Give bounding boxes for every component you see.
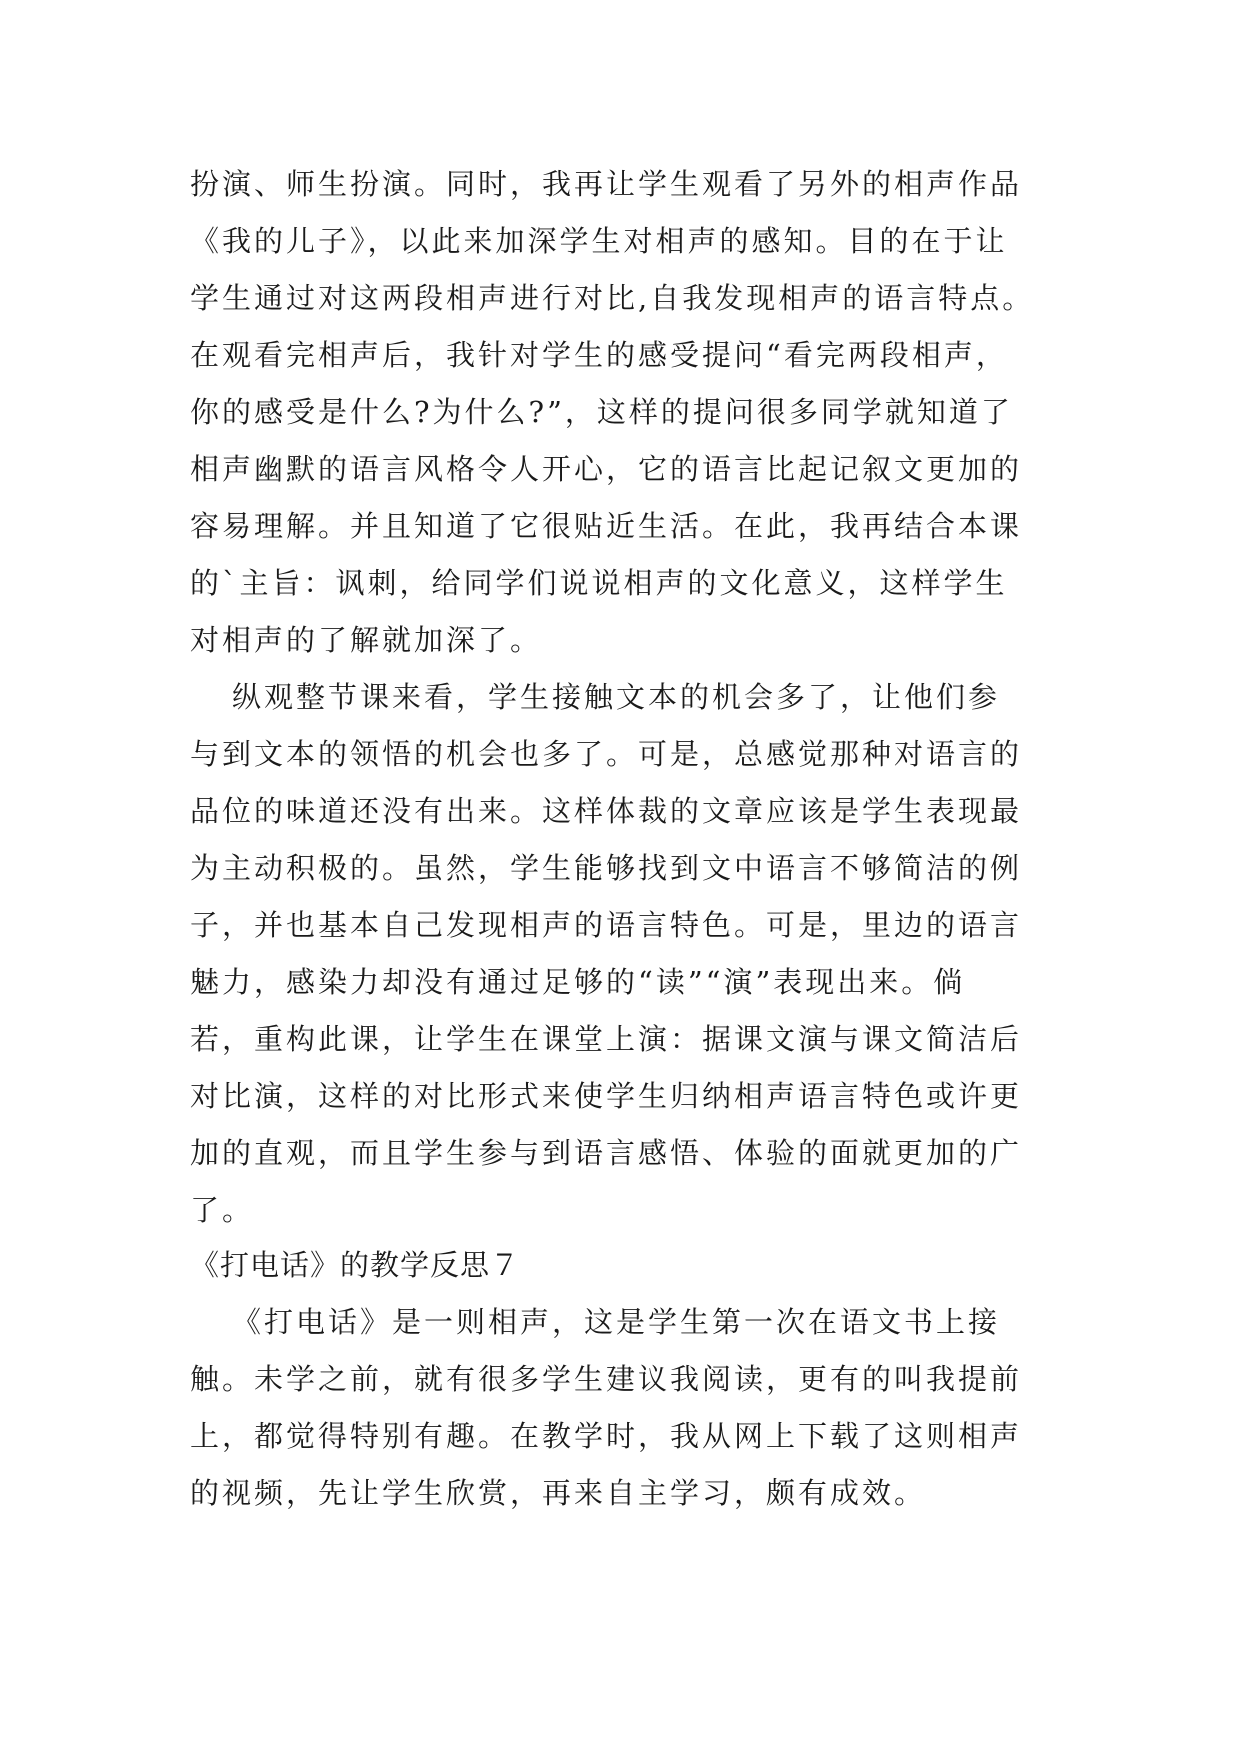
text-line: 你的感受是什么?为什么?”，这样的提问很多同学就知道了: [190, 395, 1013, 429]
text-line: 加的直观，而且学生参与到语言感悟、体验的面就更加的广: [190, 1136, 1023, 1170]
text-line: 了。: [190, 1193, 255, 1227]
text-line: 对相声的了解就加深了。: [190, 623, 543, 657]
text-line: 在观看完相声后，我针对学生的感受提问“看完两段相声，: [190, 338, 1008, 372]
text-line: 《我的儿子》，以此来加深学生对相声的感知。目的在于让: [190, 224, 1008, 258]
text-line: 对比演，这样的对比形式来使学生归纳相声语言特色或许更: [190, 1079, 1023, 1113]
text-line: 品位的味道还没有出来。这样体裁的文章应该是学生表现最: [190, 794, 1023, 828]
text-line: 若，重构此课，让学生在课堂上演：据课文演与课文简洁后: [190, 1022, 1023, 1056]
text-line: 容易理解。并且知道了它很贴近生活。在此，我再结合本课: [190, 509, 1023, 543]
text-line: 上，都觉得特别有趣。在教学时，我从网上下载了这则相声: [190, 1419, 1023, 1453]
text-line: 的视频，先让学生欣赏，再来自主学习，颇有成效。: [190, 1476, 927, 1510]
section-heading: 《打电话》的教学反思７: [190, 1248, 521, 1282]
text-line: 扮演、师生扮演。同时，我再让学生观看了另外的相声作品: [190, 167, 1023, 201]
text-line: 子，并也基本自己发现相声的语言特色。可是，里边的语言: [190, 908, 1023, 942]
text-line: 学生通过对这两段相声进行对比,自我发现相声的语言特点。: [190, 281, 1035, 315]
text-line: 为主动积极的。虽然，学生能够找到文中语言不够简洁的例: [190, 851, 1023, 885]
text-line: 触。未学之前，就有很多学生建议我阅读，更有的叫我提前: [190, 1362, 1023, 1396]
paragraph-first-line: 《打电话》是一则相声，这是学生第一次在语文书上接: [232, 1305, 1001, 1339]
text-line: 与到文本的领悟的机会也多了。可是，总感觉那种对语言的: [190, 737, 1023, 771]
text-line: 魅力，感染力却没有通过足够的“读”“演”表现出来。倘: [190, 965, 966, 999]
text-line: 的`主旨：讽刺，给同学们说说相声的文化意义，这样学生: [190, 566, 1008, 600]
paragraph-first-line: 纵观整节课来看，学生接触文本的机会多了，让他们参: [232, 680, 1001, 714]
text-line: 相声幽默的语言风格令人开心，它的语言比起记叙文更加的: [190, 452, 1023, 486]
